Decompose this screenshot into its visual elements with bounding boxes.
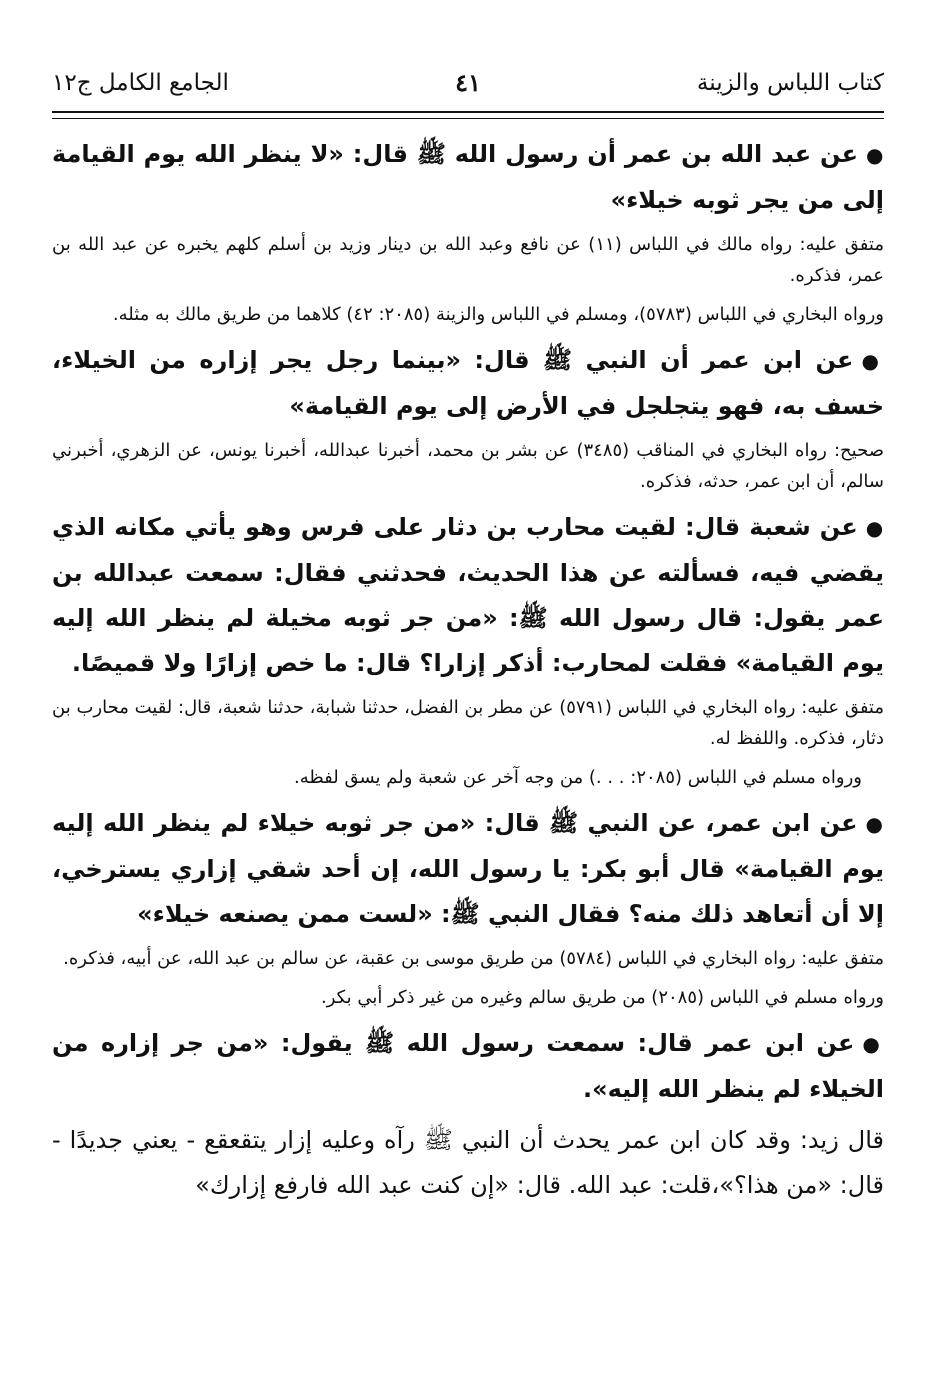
takhrij-note: متفق عليه: رواه مالك في اللباس (١١) عن نافع وعبد الله بن دينار وزيد بن أسلم كلهم يخبره عن عبد الله بن عمر، فذكره. [52, 234, 884, 286]
bullet-icon: ● [862, 1032, 885, 1056]
takhrij-note: ورواه مسلم في اللباس (٢٠٨٥) من طريق سالم وغيره من غير ذكر أبي بكر. [321, 987, 884, 1008]
collection-title: الجامع الكامل ج١٢ [52, 70, 229, 96]
book-title: كتاب اللباس والزينة [696, 70, 884, 96]
takhrij-note: ورواه البخاري في اللباس (٥٧٨٣)، ومسلم في اللباس والزينة (٢٠٨٥: ٤٢) كلاهما من طريق مالك به مثله. [112, 304, 884, 325]
hadith-text [52, 132, 884, 223]
hadith-body: عن ابن عمر، عن النبي ﷺ قال: «من جر ثوبه خيلاء لم ينظر الله إليه يوم القيامة» قال أبو بكر: يا رسول الله، إن أحد شقي إزاري يسترخي، إلا أن أتعاهد ذلك منه؟ فقال النبي ﷺ: «لست ممن يصنعه خيلاء» [52, 809, 884, 928]
page-body [52, 132, 884, 1214]
header-rule-thick [52, 111, 884, 113]
takhrij-note: متفق عليه: رواه البخاري في اللباس (٥٧٩١) عن مطر بن الفضل، حدثنا شبابة، حدثنا شعبة، قال: لقيت محارب بن دثار، فذكره. واللفظ له. [52, 697, 885, 749]
running-header [52, 70, 884, 106]
bullet-icon: ● [861, 349, 884, 373]
hadith-body: عن ابن عمر أن النبي ﷺ قال: «بينما رجل يجر إزاره من الخيلاء، خسف به، فهو يتجلجل في الأرض إلى يوم القيامة» [52, 346, 884, 420]
page-number: ٤١ [455, 68, 481, 97]
hadith-text [52, 338, 884, 429]
hadith-text [52, 505, 884, 686]
takhrij-note: متفق عليه: رواه البخاري في اللباس (٥٧٨٤) من طريق موسى بن عقبة، عن سالم بن عبد الله، عن أبيه، فذكره. [63, 948, 884, 969]
narration-continuation: قال زيد: وقد كان ابن عمر يحدث أن النبي ﷺ رآه وعليه إزار يتقعقع - يعني جديدًا - قال: «من هذا؟»،قلت: عبد الله. قال: «إن كنت عبد الله فارفع إزارك» [52, 1126, 884, 1199]
hadith-text [52, 801, 884, 937]
bullet-icon: ● [865, 516, 884, 540]
bullet-icon: ● [865, 812, 885, 836]
header-rule-thin [52, 118, 884, 119]
hadith-text [52, 1021, 884, 1112]
hadith-body: عن شعبة قال: لقيت محارب بن دثار على فرس وهو يأتي مكانه الذي يقضي فيه، فسألته عن هذا الحديث، فحدثني فقال: سمعت عبدالله بن عمر يقول: قال رسول الله ﷺ: «من جر ثوبه مخيلة لم ينظر الله إليه يوم القيامة» فقلت لمحارب: أذكر إزارا؟ قال: ما خص إزارًا ولا قميصًا. [52, 513, 884, 677]
bullet-icon: ● [866, 143, 884, 167]
hadith-body: عن ابن عمر قال: سمعت رسول الله ﷺ يقول: «من جر إزاره من الخيلاء لم ينظر الله إليه». [52, 1029, 884, 1103]
takhrij-note: ورواه مسلم في اللباس (٢٠٨٥: . . .) من وجه آخر عن شعبة ولم يسق لفظه. [294, 767, 862, 788]
hadith-body: عن عبد الله بن عمر أن رسول الله ﷺ قال: «لا ينظر الله يوم القيامة إلى من يجر ثوبه خيلاء» [52, 140, 884, 214]
takhrij-note: صحيح: رواه البخاري في المناقب (٣٤٨٥) عن بشر بن محمد، أخبرنا عبدالله، أخبرنا يونس، عن الزهري، أخبرني سالم، أن ابن عمر، حدثه، فذكره. [52, 440, 884, 492]
